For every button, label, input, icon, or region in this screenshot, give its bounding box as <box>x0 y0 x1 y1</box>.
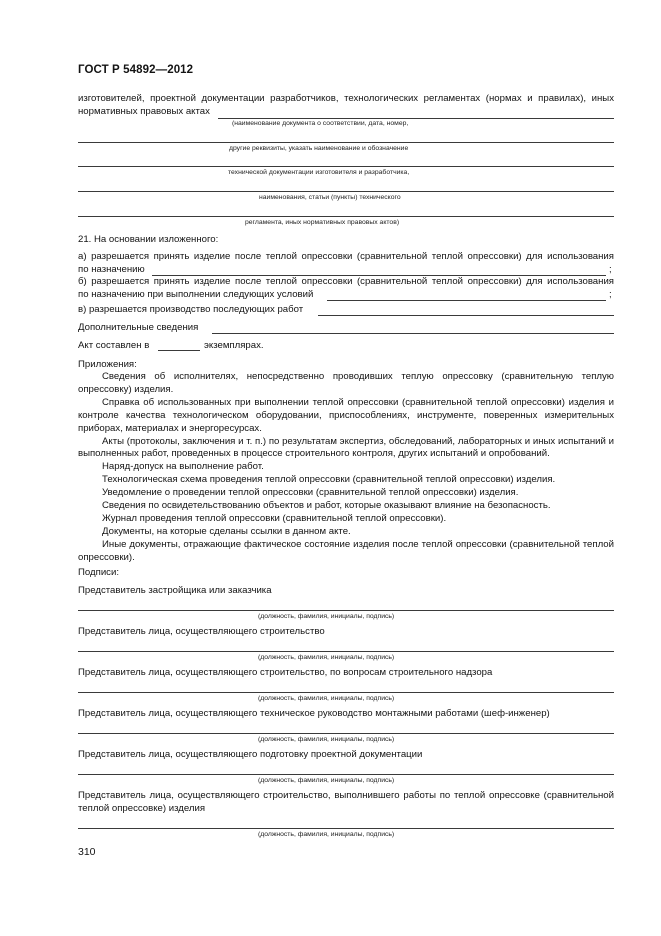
section-21-v-line: в) разрешается производство последующих работ <box>78 304 304 315</box>
signature-line <box>78 774 614 775</box>
top-block-line-2: нормативных правовых актах <box>78 106 210 117</box>
fill-line <box>78 191 614 192</box>
signature-line <box>78 692 614 693</box>
fill-line <box>78 216 614 217</box>
signature-line <box>78 610 614 611</box>
caption: другие реквизиты, указать наименование и обозначение <box>229 145 409 152</box>
copies-suffix: экземплярах. <box>204 340 264 351</box>
signature-line <box>78 651 614 652</box>
appendix-item: Уведомление о проведении теплой опрессовки (сравнительной теплой опрессовки) изделия. <box>102 487 519 499</box>
signature-role: Представитель лица, осуществляющего подготовку проектной документации <box>78 749 423 760</box>
signature-caption: (должность, фамилия, инициалы, подпись) <box>258 613 395 620</box>
caption: регламента, иных нормативных правовых актов) <box>245 219 400 226</box>
fill-line <box>78 166 614 167</box>
signature-role: Представитель лица, осуществляющего строительство <box>78 626 325 637</box>
document-header: ГОСТ Р 54892—2012 <box>78 64 194 76</box>
signature-role: Представитель лица, осуществляющего строительство, по вопросам строительного надзора <box>78 667 493 678</box>
signature-caption: (должность, фамилия, инициалы, подпись) <box>258 695 395 702</box>
appendix-item: Документы, на которые сделаны ссылки в данном акте. <box>102 525 351 537</box>
top-block-line-1: изготовителей, проектной документации разработчиков, технологических регламентах (нормах и правилах), иных <box>78 93 614 104</box>
appendix-item: Журнал проведения теплой опрессовки (сравнительной теплой опрессовки). <box>102 512 447 524</box>
additional-info-label: Дополнительные сведения <box>78 322 199 333</box>
signature-caption: (должность, фамилия, инициалы, подпись) <box>258 654 395 661</box>
copies-prefix: Акт составлен в <box>78 340 150 351</box>
appendix-item: Сведения об исполнителях, непосредственно проводивших теплую опрессовку (сравнительную теплую опрессовку) изделия. <box>78 371 614 395</box>
section-21-a-line-1: а) разрешается принять изделие после теплой опрессовки (сравнительной теплой опрессовки) для использования <box>78 251 614 262</box>
signature-role: Представитель застройщика или заказчика <box>78 585 272 596</box>
signature-role: Представитель лица, осуществляющего техническое руководство монтажными работами (шеф-инженер) <box>78 708 550 719</box>
caption: технической документации изготовителя и разработчика, <box>228 169 410 176</box>
signatures-heading: Подписи: <box>78 567 119 578</box>
appendices-heading: Приложения: <box>78 359 137 370</box>
semicolon: ; <box>609 289 612 300</box>
appendix-item: Сведения по освидетельствованию объектов и работ, которые оказывают влияние на безопасность. <box>102 500 551 512</box>
section-21-a-line-2: по назначению <box>78 264 145 275</box>
fill-line <box>218 118 614 119</box>
signature-caption: (должность, фамилия, инициалы, подпись) <box>258 777 395 784</box>
appendix-item: Наряд-допуск на выполнение работ. <box>102 461 264 473</box>
page-number: 310 <box>78 846 96 858</box>
fill-line <box>158 350 200 351</box>
section-21-heading: 21. На основании изложенного: <box>78 234 219 245</box>
appendices-list <box>78 371 614 565</box>
appendix-item: Справка об использованных при выполнении теплой опрессовки (сравнительной теплой опрессовки) изделия и контроле качества технологическом оборудовании, приспособлениях, инструменте, поверенных измерительных приборах, материалах и энергоресурсах. <box>78 396 614 434</box>
signature-caption: (должность, фамилия, инициалы, подпись) <box>258 831 395 838</box>
semicolon: ; <box>609 264 612 275</box>
caption: (наименование документа о соответствии, дата, номер, <box>232 120 409 127</box>
signature-role: Представитель лица, осуществляющего строительство, выполнившего работы по теплой опрессовке (сравнительной теплой опрессовке) изделия <box>78 790 614 814</box>
signature-caption: (должность, фамилия, инициалы, подпись) <box>258 736 395 743</box>
appendix-item: Технологическая схема проведения теплой опрессовки (сравнительной теплой опрессовки) изделия. <box>102 474 556 486</box>
section-21-b-line-1: б) разрешается принять изделие после теплой опрессовки (сравнительной теплой опрессовки) для использования <box>78 276 614 287</box>
fill-line <box>212 333 614 334</box>
fill-line <box>78 142 614 143</box>
appendix-item: Акты (протоколы, заключения и т. п.) по результатам экспертиз, обследований, лабораторных и иных испытаний и выполненных работ, проведенных в процессе строительного контроля, других испытаний и опробований. <box>78 435 614 460</box>
fill-line <box>327 300 606 301</box>
section-21-b-line-2: по назначению при выполнении следующих условий <box>78 289 314 300</box>
appendix-item: Иные документы, отражающие фактическое состояние изделия после теплой опрессовки (сравнительной теплой опрессовки). <box>78 538 614 563</box>
signature-line <box>78 828 614 829</box>
signature-line <box>78 733 614 734</box>
caption: наименования, статьи (пункты) технического <box>259 194 401 201</box>
fill-line <box>318 315 614 316</box>
